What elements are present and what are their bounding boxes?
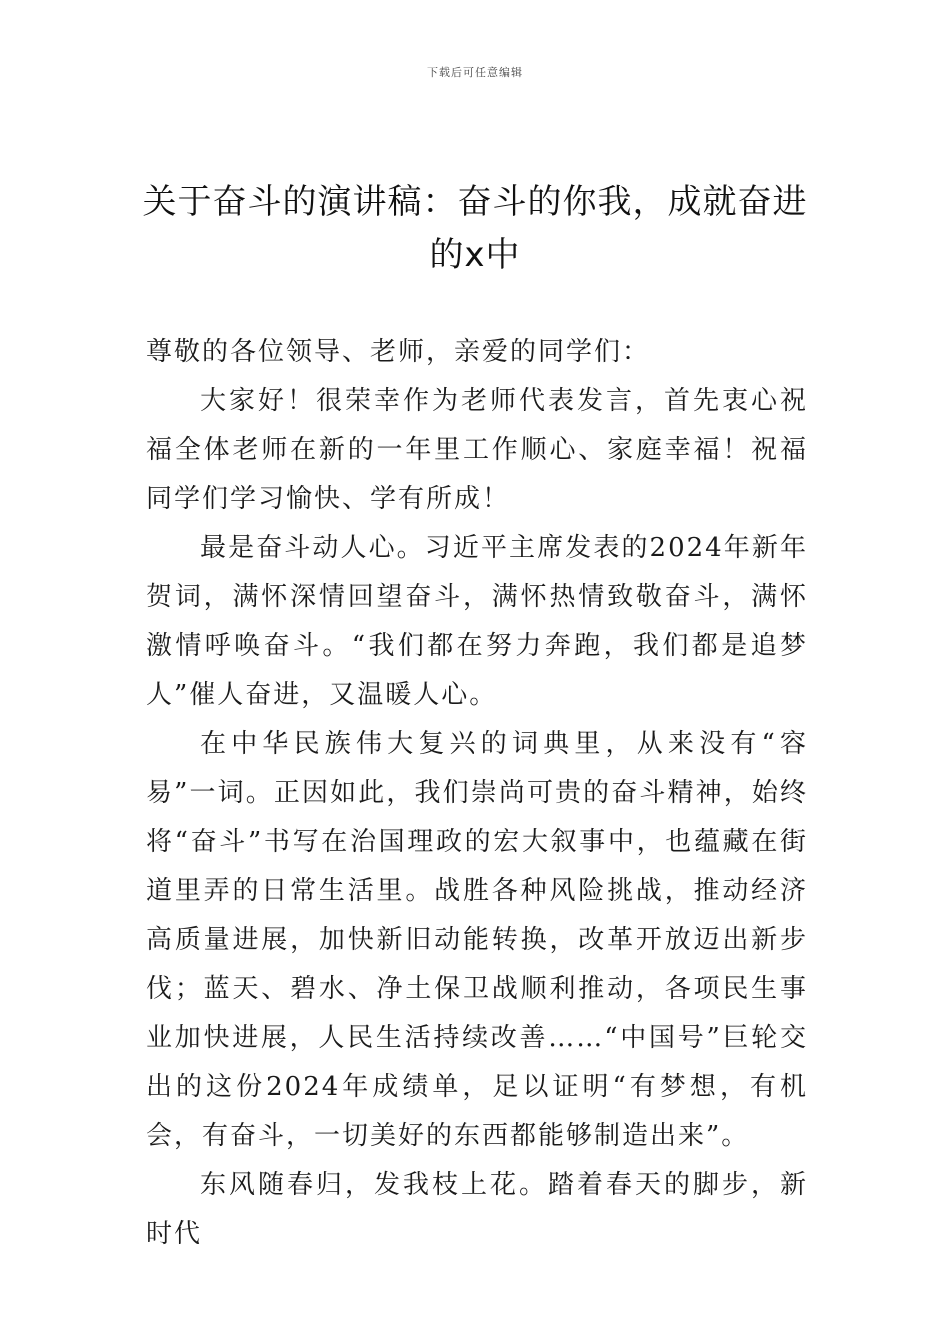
salutation: 尊敬的各位领导、老师，亲爱的同学们： [146,337,651,367]
paragraph-striving-spirit: 在中华民族伟大复兴的词典里，从来没有“容易”一词。正因如此，我们崇尚可贵的奋斗精神，始终将“奋斗”书写在治国理政的宏大叙事中，也蕴藏在街道里弄的日常生活里。战胜各种风险挑战，推动经济高质量进展，加快新旧动能转换，改革开放迈出新步伐；蓝天、碧水、净土保卫战顺利推动，各项民生事业加快进展，人民生活持续改善……“中国号”巨轮交出的这份2024年成绩单，足以证明“有梦想，有机会，有奋斗，一切美好的东西都能够制造出来”。 [146,729,808,1151]
paragraph-greeting: 大家好！很荣幸作为老师代表发言，首先衷心祝福全体老师在新的一年里工作顺心、家庭幸福！祝福同学们学习愉快、学有所成！ [146,386,808,514]
paragraph-spring: 东风随春归，发我枝上花。踏着春天的脚步，新时代 [146,1170,808,1249]
document-body [146,328,808,1259]
header-note: 下载后可任意编辑 [427,66,523,79]
document-title: 关于奋斗的演讲稿：奋斗的你我，成就奋进的x中 [142,182,808,275]
paragraph-new-year-address: 最是奋斗动人心。习近平主席发表的2024年新年贺词，满怀深情回望奋斗，满怀热情致敬奋斗，满怀激情呼唤奋斗。“我们都在努力奔跑，我们都是追梦人”催人奋进，又温暖人心。 [146,533,808,710]
